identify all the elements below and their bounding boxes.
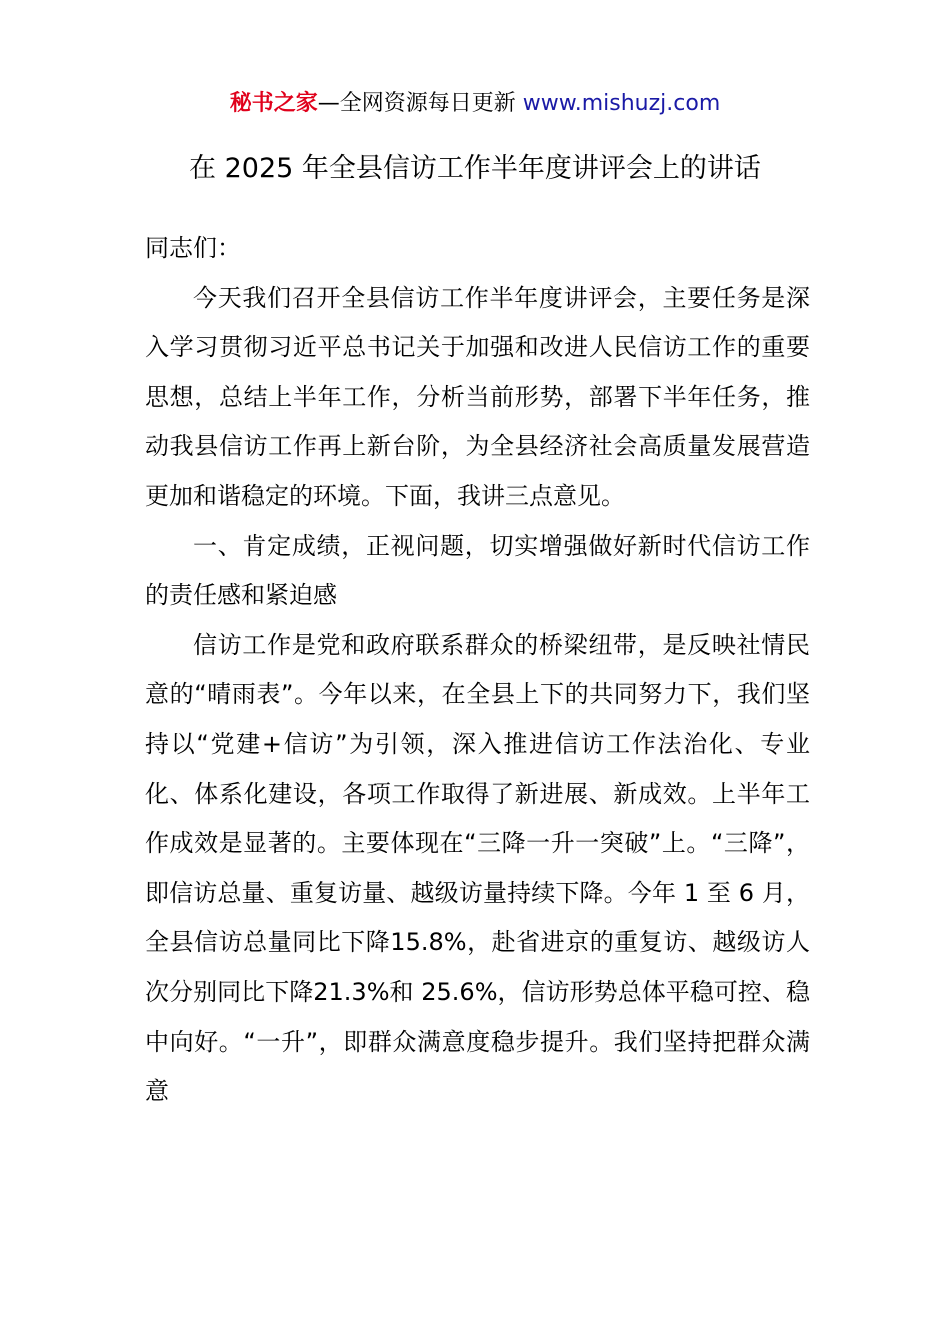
section-heading-1: 一、肯定成绩，正视问题，切实增强做好新时代信访工作的责任感和紧迫感	[145, 531, 810, 610]
header-tagline: —全网资源每日更新	[317, 91, 523, 116]
site-header	[0, 88, 950, 120]
document-body	[145, 224, 810, 1117]
paragraph-intro: 今天我们召开全县信访工作半年度讲评会，主要任务是深入学习贯彻习近平总书记关于加强和改进人民信访工作的重要思想，总结上半年工作，分析当前形势，部署下半年任务，推动我县信访工作再上新台阶，为全县经济社会高质量发展营造更加和谐稳定的环境。下面，我讲三点意见。	[145, 283, 810, 510]
salutation: 同志们：	[145, 234, 241, 262]
paragraph-body: 信访工作是党和政府联系群众的桥梁纽带，是反映社情民意的“晴雨表”。今年以来，在全县上下的共同努力下，我们坚持以“党建+信访”为引领，深入推进信访工作法治化、专业化、体系化建设，各项工作取得了新进展、新成效。上半年工作成效是显著的。主要体现在“三降一升一突破”上。“三降”，即信访总量、重复访量、越级访量持续下降。今年 1 至 6 月，全县信访总量同比下降15.8%，赴省进京的重复访、越级访人次分别同比下降21.3%和 25.6%，信访形势总体平稳可控、稳中向好。“一升”，即群众满意度稳步提升。我们坚持把群众满意	[145, 630, 810, 1106]
document-title: 在 2025 年全县信访工作半年度讲评会上的讲话	[189, 153, 761, 184]
site-url-link[interactable]: www.mishuzj.com	[522, 91, 721, 116]
brand-name: 秘书之家	[229, 91, 318, 116]
